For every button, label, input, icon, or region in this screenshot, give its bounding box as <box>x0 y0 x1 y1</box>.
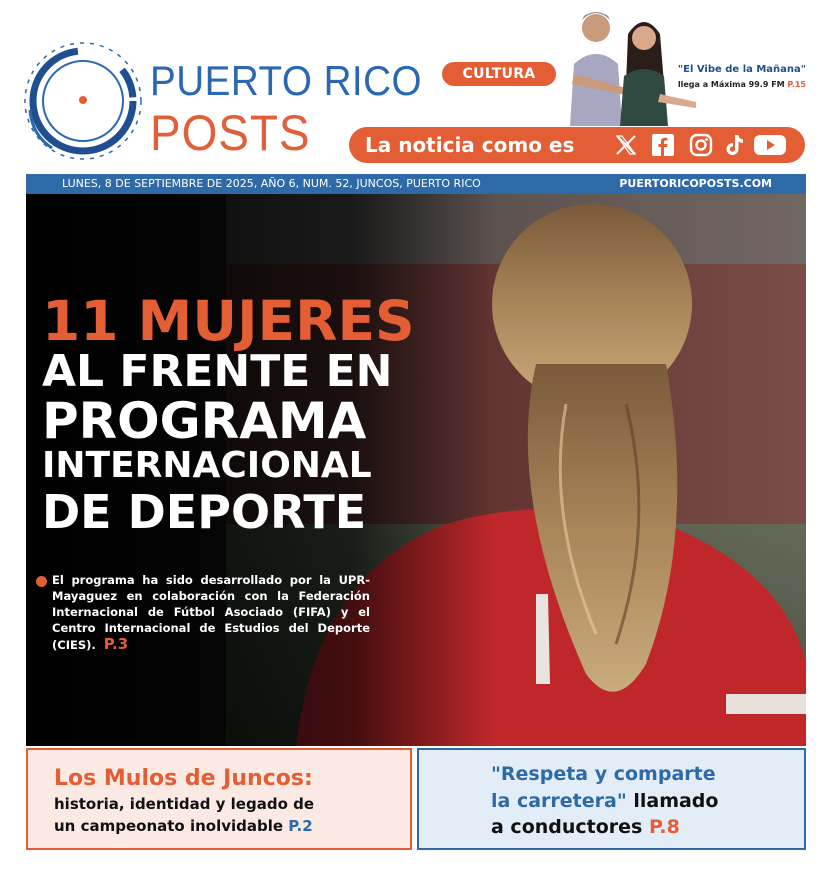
teaser-page: P.15 <box>787 80 806 89</box>
bullet-icon <box>36 576 47 587</box>
headline-line-1: 11 MUJERES <box>42 289 415 353</box>
facebook-icon[interactable] <box>651 133 675 157</box>
logo-emblem-icon <box>22 40 144 162</box>
story-right-page: P.8 <box>649 816 680 838</box>
story-box-right[interactable] <box>417 748 806 850</box>
story-left-page: P.2 <box>288 817 313 835</box>
headline-line-4: INTERNACIONAL <box>42 445 372 486</box>
youtube-icon[interactable] <box>753 133 787 157</box>
story-box-left[interactable] <box>26 748 412 850</box>
x-icon[interactable] <box>614 133 638 157</box>
story-left-line1: historia, identidad y legado de <box>54 795 315 813</box>
lead-summary-text: El programa ha sido desarrollado por la UPR-Mayaguez en colaboración con la Federación Internacional de Fútbol Asociado (FIFA) y el Centro Internacional de Estudios del Deporte (CIES). <box>52 573 370 652</box>
lead-summary <box>52 572 370 653</box>
headline-line-2: AL FRENTE EN <box>42 346 393 397</box>
teaser-subline <box>666 80 806 89</box>
story-left-line2 <box>54 817 313 835</box>
dateline-date: LUNES, 8 DE SEPTIEMBRE DE 2025, AÑO 6, NUM. 52, JUNCOS, PUERTO RICO <box>62 177 481 190</box>
lead-story-hero[interactable] <box>26 194 806 746</box>
brand-line-1: PUERTO RICO <box>150 57 423 104</box>
story-left-line2-text: un campeonato inolvidable <box>54 817 284 835</box>
slogan-text: La noticia como es <box>365 133 575 157</box>
story-right-line3 <box>491 816 680 838</box>
dateline-bar <box>26 174 806 194</box>
dateline-website-link[interactable]: PUERTORICOPOSTS.COM <box>619 177 772 190</box>
instagram-icon[interactable] <box>689 133 713 157</box>
story-right-line2-quote: la carretera" <box>491 790 627 812</box>
story-right-line1: "Respeta y comparte <box>491 763 716 785</box>
story-left-title: Los Mulos de Juncos: <box>54 766 313 791</box>
slogan-bar <box>349 127 805 163</box>
story-right-line3-text: a conductores <box>491 816 643 838</box>
headline-line-5: DE DEPORTE <box>42 485 367 539</box>
story-right-line2 <box>491 790 718 812</box>
section-pill-cultura[interactable]: CULTURA <box>442 62 556 86</box>
lead-page: P.3 <box>103 635 129 653</box>
headline-line-3: PROGRAMA <box>42 392 367 450</box>
story-right-line2-rest: llamado <box>633 790 719 812</box>
tiktok-icon[interactable] <box>723 133 747 157</box>
teaser-headline[interactable]: "El Vibe de la Mañana" <box>677 64 806 75</box>
teaser-subline-text: llega a Máxima 99.9 FM <box>677 80 785 89</box>
brand-line-2: POSTS <box>150 105 311 161</box>
